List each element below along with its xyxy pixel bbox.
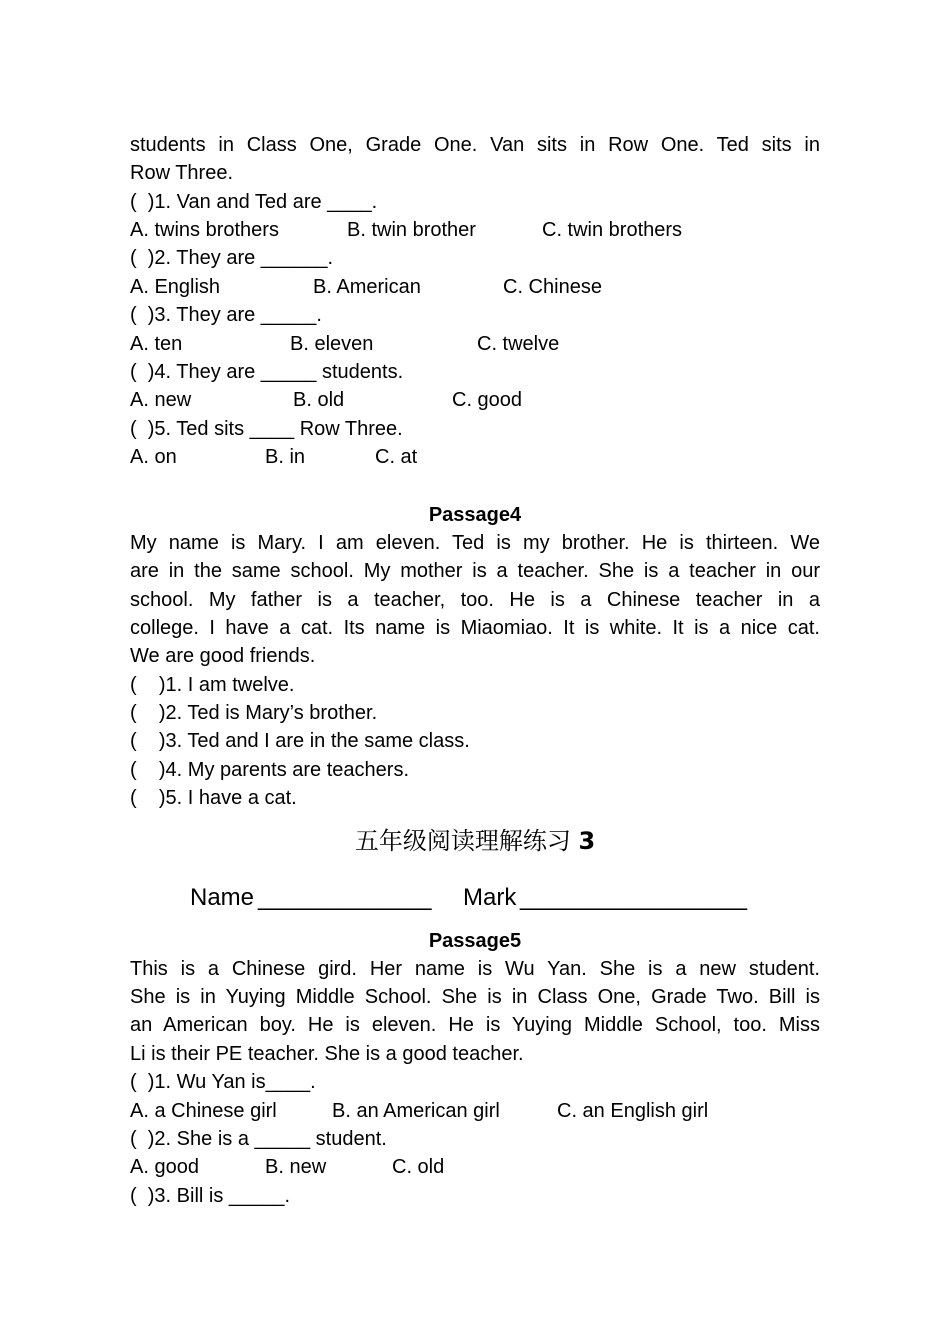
section-title <box>0 824 950 858</box>
passage3-q4-options <box>130 386 820 414</box>
passage5-text-line-4: Li is their PE teacher. She is a good teacher. <box>130 1043 524 1065</box>
passage3-q1-options <box>130 216 820 244</box>
option-a: A. new <box>130 389 192 411</box>
passage5-text-line-3: an American boy. He is eleven. He is Yuying Middle School, too. Miss <box>130 1014 820 1036</box>
passage3-question-4: ( )4. They are _____ students. <box>130 361 404 383</box>
passage5-question-2: ( )2. She is a _____ student. <box>130 1128 387 1150</box>
mark-blank[interactable]: _________________ <box>520 884 747 911</box>
option-c: C. an English girl <box>557 1100 709 1122</box>
passage4-statement-5: ( )5. I have a cat. <box>130 787 297 809</box>
passage4-text-line-5: We are good friends. <box>130 645 316 667</box>
passage5-heading: Passage5 <box>428 930 522 952</box>
name-label: Name <box>190 884 255 911</box>
option-a: A. English <box>130 276 221 298</box>
option-a: A. on <box>130 446 177 468</box>
passage3-text-line-2: Row Three. <box>130 162 234 184</box>
passage3-question-3: ( )3. They are _____. <box>130 304 322 326</box>
section-title-text: 五年级阅读理解练习 <box>354 827 571 855</box>
option-b: B. an American girl <box>332 1100 500 1122</box>
option-c: C. old <box>392 1156 445 1178</box>
option-a: A. twins brothers <box>130 219 279 241</box>
option-c: C. Chinese <box>503 276 602 298</box>
passage5-q1-options <box>130 1097 820 1125</box>
passage4-statement-1: ( )1. I am twelve. <box>130 674 295 696</box>
option-c: C. twelve <box>477 333 560 355</box>
passage3-q5-options <box>130 443 820 471</box>
passage5-q2-options <box>130 1153 820 1181</box>
option-b: B. in <box>265 446 306 468</box>
option-c: C. at <box>375 446 418 468</box>
passage5-text-line-2: She is in Yuying Middle School. She is in Class One, Grade Two. Bill is <box>130 986 820 1008</box>
option-b: B. old <box>293 389 345 411</box>
passage4-text-line-3: school. My father is a teacher, too. He is a Chinese teacher in a <box>130 589 820 611</box>
name-blank[interactable]: _____________ <box>258 884 432 911</box>
passage4-heading: Passage4 <box>428 504 522 526</box>
passage3-question-1: ( )1. Van and Ted are ____. <box>130 191 378 213</box>
passage4-statement-3: ( )3. Ted and I are in the same class. <box>130 730 470 752</box>
passage3-q3-options <box>130 330 820 358</box>
passage3-q2-options <box>130 273 820 301</box>
option-b: B. twin brother <box>347 219 476 241</box>
option-a: A. ten <box>130 333 183 355</box>
passage5-question-1: ( )1. Wu Yan is____. <box>130 1071 316 1093</box>
passage4-text-line-1: My name is Mary. I am eleven. Ted is my brother. He is thirteen. We <box>130 532 820 554</box>
passage4-statement-2: ( )2. Ted is Mary’s brother. <box>130 702 378 724</box>
option-b: B. eleven <box>290 333 374 355</box>
mark-label: Mark <box>463 884 517 911</box>
passage3-question-5: ( )5. Ted sits ____ Row Three. <box>130 418 403 440</box>
passage5-question-3: ( )3. Bill is _____. <box>130 1185 291 1207</box>
option-c: C. good <box>452 389 523 411</box>
passage4-text-line-2: are in the same school. My mother is a teacher. She is a teacher in our <box>130 560 820 582</box>
option-a: A. a Chinese girl <box>130 1100 277 1122</box>
option-c: C. twin brothers <box>542 219 683 241</box>
section-title-number: 3 <box>578 827 596 855</box>
option-b: B. new <box>265 1156 327 1178</box>
passage3-text-line-1: students in Class One, Grade One. Van sits in Row One. Ted sits in <box>130 134 820 156</box>
passage5-text-line-1: This is a Chinese gird. Her name is Wu Yan. She is a new student. <box>130 958 820 980</box>
option-a: A. good <box>130 1156 199 1178</box>
option-b: B. American <box>313 276 421 298</box>
passage4-statement-4: ( )4. My parents are teachers. <box>130 759 409 781</box>
passage3-question-2: ( )2. They are ______. <box>130 247 334 269</box>
passage4-text-line-4: college. I have a cat. Its name is Miaomiao. It is white. It is a nice cat. <box>130 617 820 639</box>
